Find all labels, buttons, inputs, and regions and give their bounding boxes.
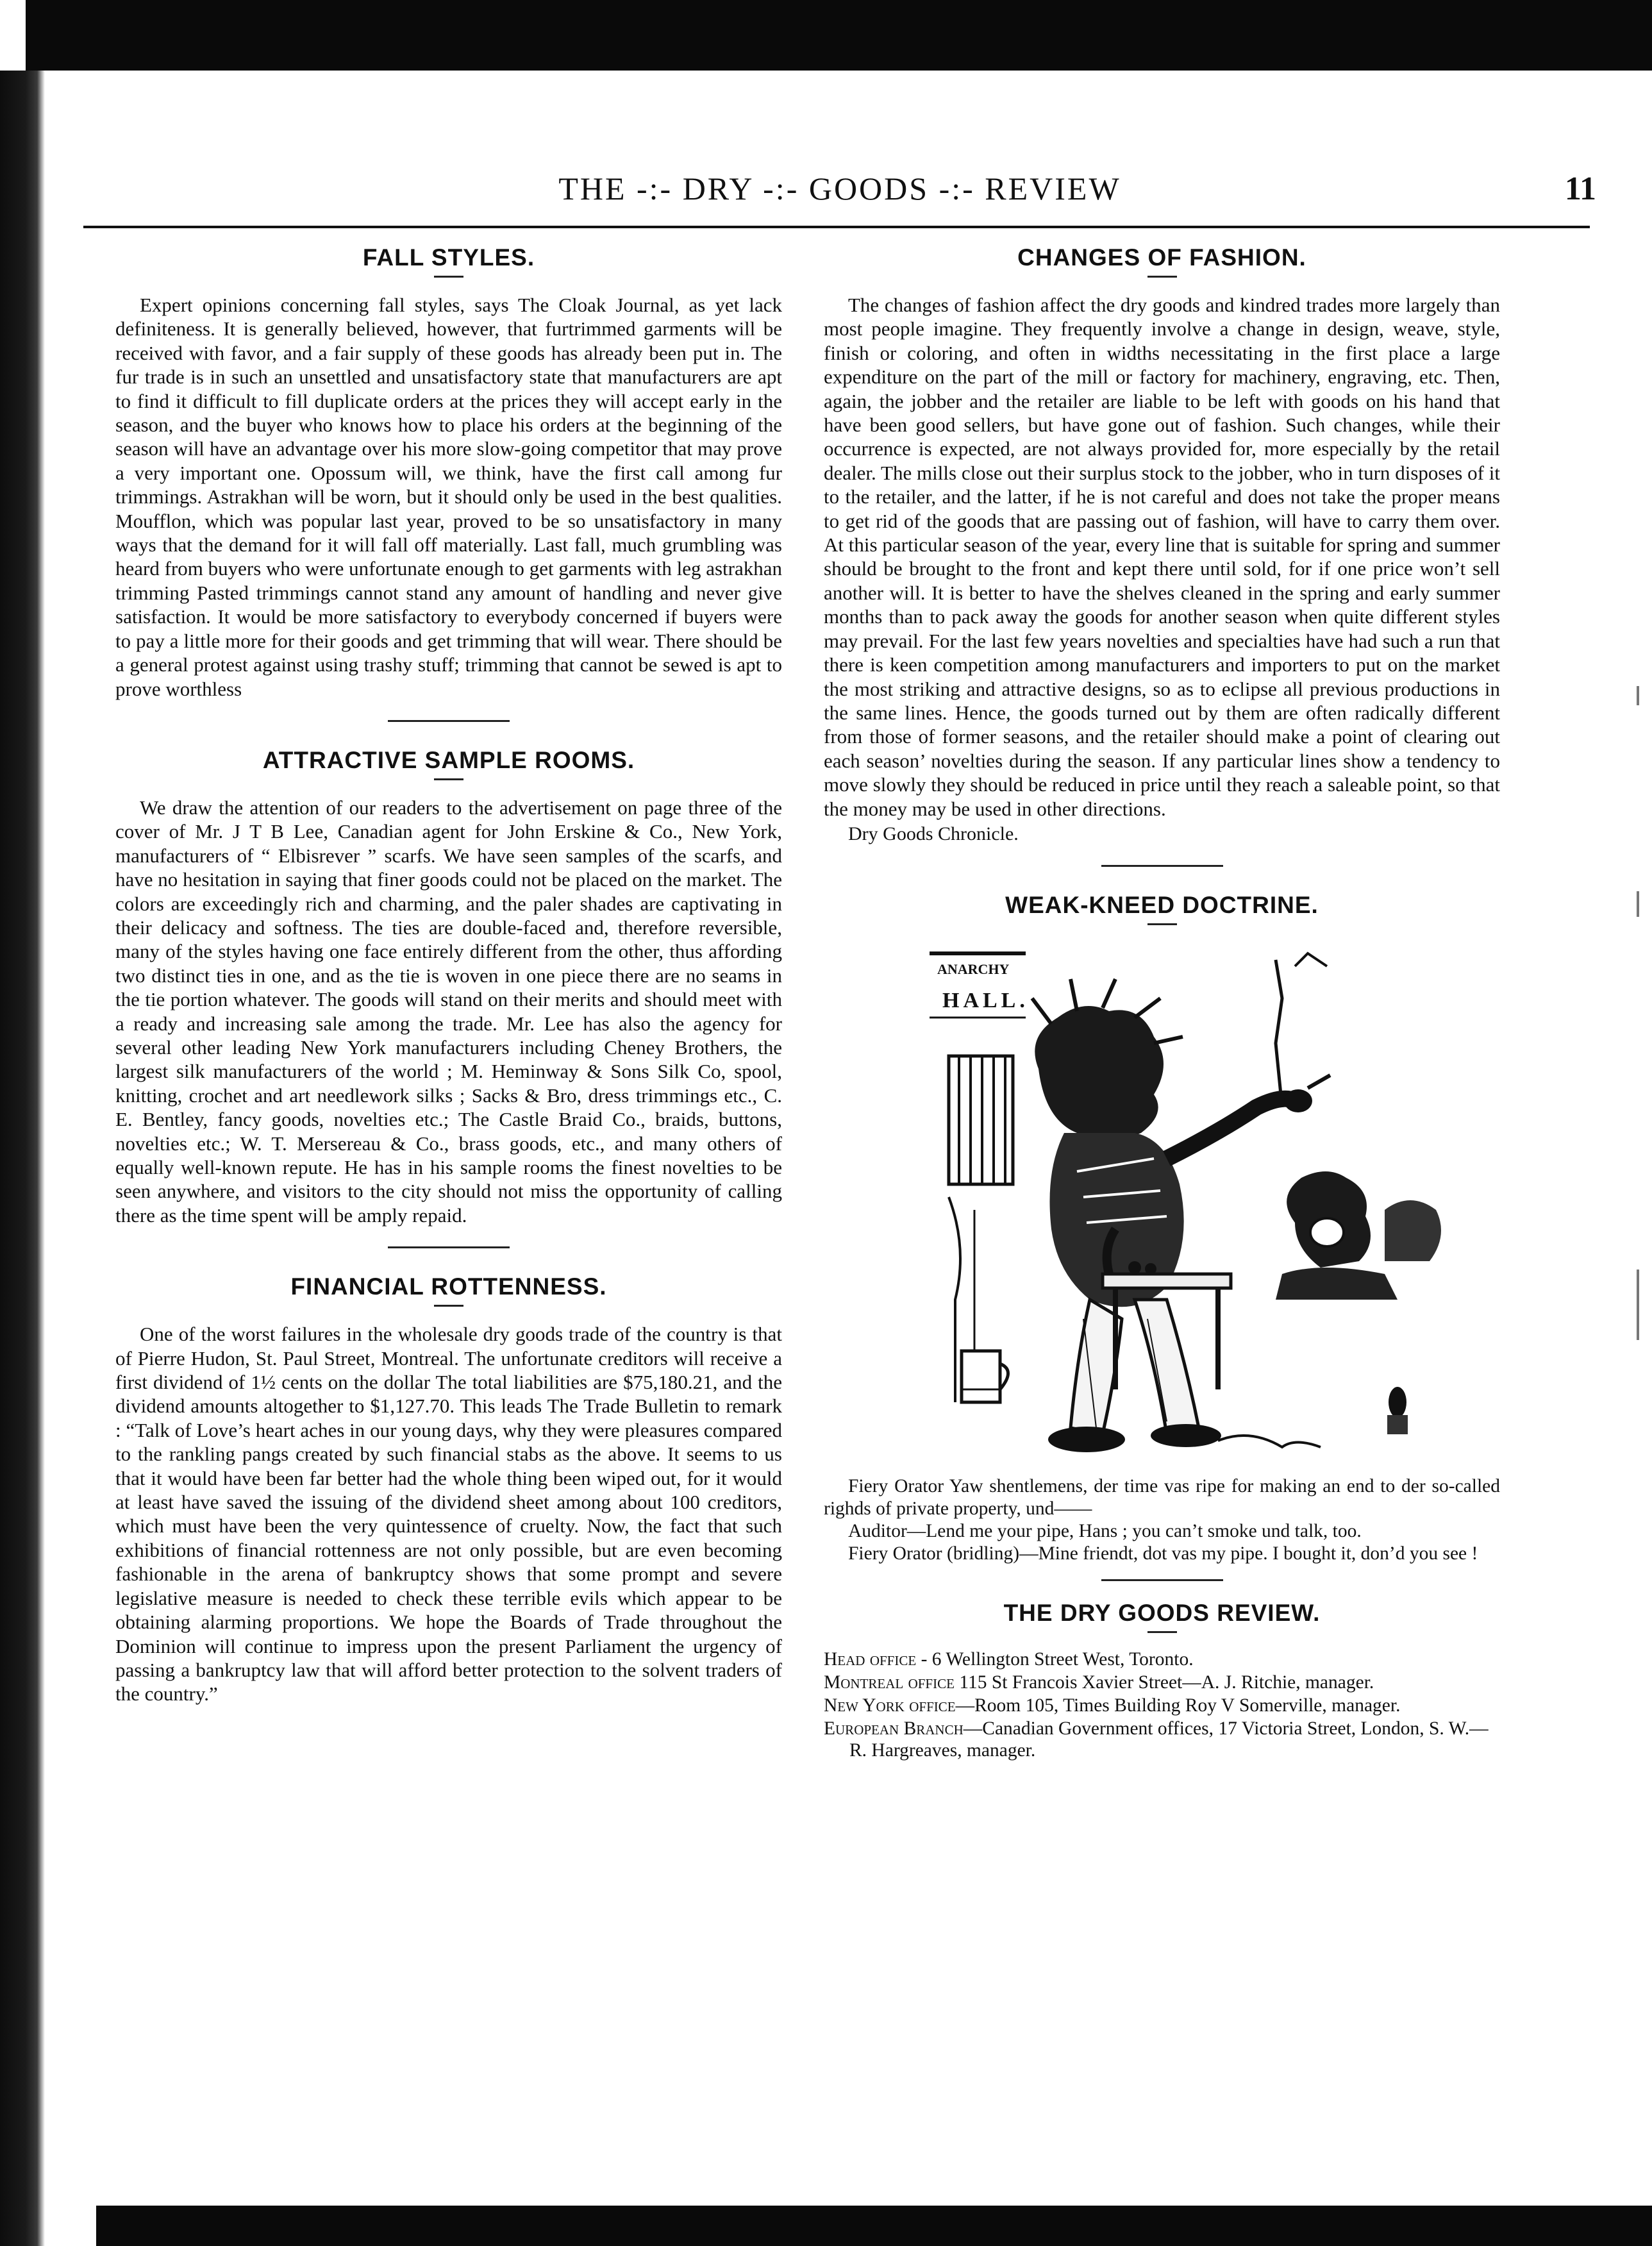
left-column: [115, 244, 782, 1706]
article-heading: CHANGES OF FASHION.: [1017, 244, 1306, 271]
article-body: Expert opinions concerning fall styles, says The Cloak Journal, as yet lack definiteness. It is generally believed, however, that furtrimmed garments will be received with favor, and a fair supply of these goods has already been put in. The fur trade is in such an unsettled and unsatisfactory state that manufacturers are apt to find it difficult to fill duplicate orders at the prices they will accept early in the season, and the buyer who knows how to place his orders at the beginning of the season will have an advantage over his more slow-going competitor that may prove a very important one. Opossum will, we think, have the first call among fur trimmings. Astrakhan will be worn, but it should only be used in the best qualities. Moufflon, which was popular last year, proved to be so unsatisfactory in many ways that the demand for it will fall off materially. Last fall, much grumbling was heard from buyers who were unfortunate enough to get garments with leg astrakhan trimming Pasted trimmings cannot stand any amount of handling and never give satisfaction. It would be more satisfactory to everybody concerned if buyers were to pay a little more for their goods and get trimming that will wear. There should be a general protest against using trashy stuff; trimming that cannot be sewed is apt to prove worthless: [115, 294, 782, 700]
cartoon-illustration: [833, 941, 1449, 1466]
masthead: [83, 170, 1596, 215]
article-source: Dry Goods Chronicle.: [848, 823, 1019, 844]
article-heading: THE DRY GOODS REVIEW.: [1003, 1600, 1321, 1627]
caption-line: Fiery Orator (bridling)—Mine friendt, dot vas my pipe. I bought it, don’d you see !: [848, 1543, 1478, 1564]
office-label: European Branch: [824, 1718, 964, 1739]
section-rule: [388, 720, 510, 722]
office-text: —Room 105, Times Building Roy V Somerville, manager.: [955, 1695, 1401, 1716]
article-weak-kneed-doctrine: [824, 891, 1500, 1565]
office-text: 115 St Francois Xavier Street—A. J. Ritchie, manager.: [954, 1672, 1374, 1693]
article-changes-of-fashion: [824, 244, 1500, 846]
office-line: [824, 1648, 1500, 1670]
masthead-title: THE -:- DRY -:- GOODS -:- REVIEW: [558, 171, 1121, 206]
office-label: Head office: [824, 1649, 917, 1670]
heading-dash: [1147, 923, 1177, 925]
heading-dash: [1147, 1631, 1177, 1633]
office-text: - 6 Wellington Street West, Toronto.: [916, 1649, 1194, 1670]
office-text: —Canadian Government offices, 17 Victoria Street, London, S. W.— R. Hargreaves, manager.: [849, 1718, 1489, 1761]
scan-border-bottom: [96, 2206, 1652, 2246]
mug: [962, 1351, 1008, 1402]
article-attractive-sample-rooms: [115, 746, 782, 1227]
heading-dash: [434, 1305, 463, 1307]
office-line: [824, 1695, 1500, 1716]
article-body: One of the worst failures in the wholesale dry goods trade of the country is that of Pierre Hudon, St. Paul Street, Montreal. The unfortunate creditors will receive a first dividend of 1½ cents on the dollar The total liabilities are $75,180.21, and the dividend amounts altogether to $1,127.70. This leads The Trade Bulletin to remark : “Talk of Love’s heart aches in our young days, why they were pleasures compared to the rankling pangs created by such financial stabs as the above. It seems to us that it would have been far better had the whole thing been wiped out, for it would at least have saved the issuing of the dividend sheet among about 100 creditors, which must have been the very quintessence of cruelty. Now, the fact that such exhibitions of financial rottenness are not only possible, but are even becoming fashionable in the arena of bankruptcy shows that some prompt and severe legislative measure is needed to check these terrible evils which appear to be obtaining alarming proportions. We hope the Boards of Trade throughout the Dominion will continue to impress upon the present Parliament the urgency of passing a bankruptcy law that will afford better protection to the solvent traders of the country.”: [115, 1323, 782, 1705]
office-line: [824, 1672, 1500, 1693]
office-label: Montreal office: [824, 1672, 955, 1693]
heading-dash: [434, 276, 463, 278]
article-body: The changes of fashion affect the dry goods and kindred trades more largely than most people imagine. They frequently involve a change in design, weave, style, finish or coloring, and often in widths necessitating in the first place a large expenditure on the part of the mill or factory for machinery, engraving, etc. Then, again, the jobber and the retailer are liable to be left with goods on his hand that have been good sellers, but have gone out of fashion. Such changes, while their occurrence is expected, are not always provided for, more especially by the retail dealer. The mills close out their surplus stock to the jobber, who in turn disposes of it to the retailer, and the latter, if he is not careful and does not take the proper means to get rid of the goods that are passing out of fashion, will have to carry them over. At this particular season of the year, every line that is suitable for spring and summer should be brought to the front and kept there until sold, for if one price won’t sell another will. It is better to have the shelves cleaned in the spring and early summer months than to pack away the goods for another season when quite different styles may prevail. For the last few years novelties and specialties have had such a run that there is keen competition among manufacturers and importers to put on the market the most striking and attractive designs, so as to eclipse all previous productions in the same lines. Hence, the goods turned out by them are often radically different from those of former seasons, and the retailer should make a point of clearing out each season’ novelties during the season. If any particular lines show a tendency to move slowly they should be reduced in price until they reach a saleable point, so that the money may be used in other directions.: [824, 294, 1500, 820]
page-number: 11: [1564, 171, 1596, 207]
article-fall-styles: [115, 244, 782, 701]
article-body: We draw the attention of our readers to the advertisement on page three of the cover of Mr. J T B Lee, Canadian agent for John Erskine & Co., New York, manufacturers of “ Elbisrever ” scarfs. We have seen samples of the scarfs, and have no hesitation in saying that finer goods could not be placed on the market. The colors are exceedingly rich and charming, and the paler shades are captivating in their delicacy and softness. The ties are double-faced and, therefore reversible, many of the styles having one face entirely different from the other, thus affording two distinct ties in one, and as the tie is woven in one piece there are no seams in the tie portion whatever. The goods will stand on their merits and should meet with a ready and increasing sale among the trade. Mr. Lee has also the agency for several other leading New York manufacturers including Cheney Brothers, the largest silk manufacturers of the world ; M. Heminway & Sons Silk Co, spool, knitting, crochet and art needlework silks ; Sacks & Bro, dress trimmings etc., C. E. Bentley, fancy goods, novelties etc.; The Castle Braid Co., braids, buttons, novelties etc.; W. T. Mersereau & Co., brass goods, etc., and many others of equally well-known repute. He has in his sample rooms the finest novelties to be seen anywhere, and visitors to the city should not miss the opportunity of calling there as the time spent will be amply repaid.: [115, 796, 782, 1227]
article-heading: FINANCIAL ROTTENNESS.: [290, 1273, 607, 1300]
masthead-rule: [83, 226, 1590, 228]
section-rule: [388, 1246, 510, 1248]
right-column: [824, 244, 1500, 1763]
heading-dash: [434, 778, 463, 780]
office-label: New York office: [824, 1695, 956, 1716]
article-heading: ATTRACTIVE SAMPLE ROOMS.: [262, 746, 635, 773]
scan-speck: [1637, 891, 1639, 917]
caption-line: Auditor—Lend me your pipe, Hans ; you can’t smoke und talk, too.: [848, 1521, 1362, 1542]
cartoon-caption: [824, 1475, 1500, 1565]
article-financial-rottenness: [115, 1273, 782, 1706]
article-heading: WEAK-KNEED DOCTRINE.: [1005, 892, 1319, 919]
scan-border-left: [0, 71, 45, 2246]
scan-border-top: [26, 0, 1652, 71]
scan-speck: [1637, 686, 1639, 705]
publisher-offices: [824, 1599, 1500, 1761]
section-rule: [1101, 1579, 1223, 1581]
caption-line: Fiery Orator Yaw shentlemens, der time vas ripe for making an end to der so-called righds of private property, und——: [824, 1476, 1500, 1520]
sign-line-1: ANARCHY: [937, 961, 1010, 978]
lamp: [1387, 1387, 1408, 1434]
heading-dash: [1147, 276, 1177, 278]
scan-speck: [1637, 1270, 1639, 1340]
article-heading: FALL STYLES.: [362, 244, 535, 271]
section-rule: [1101, 865, 1223, 867]
office-line: [824, 1718, 1500, 1761]
sign-line-2: HALL.: [942, 989, 1029, 1013]
